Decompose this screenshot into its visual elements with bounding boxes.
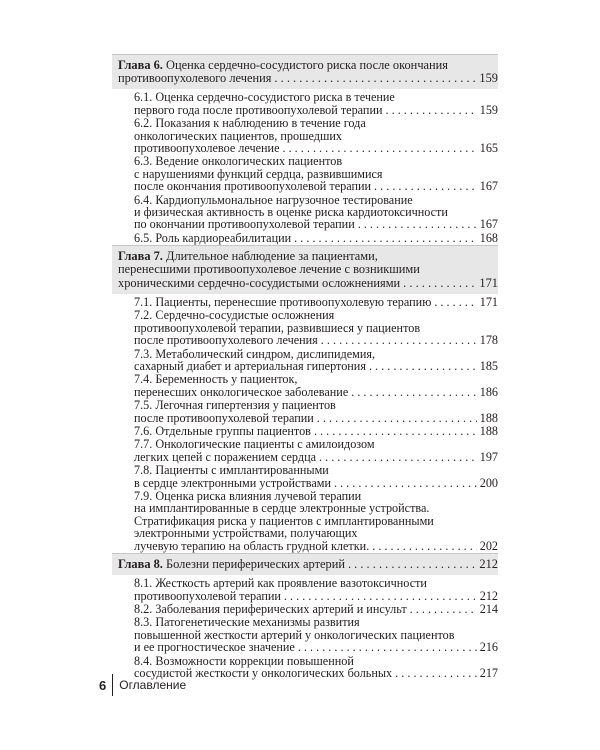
section-entry[interactable]: [134, 91, 498, 117]
toc-text: хроническими сердечно-сосудистыми осложнениями: [118, 275, 401, 290]
toc-text: перенесших онкологическое заболевание: [134, 384, 349, 399]
toc-line: [134, 590, 498, 602]
toc-line: [134, 667, 498, 679]
toc-text: 7.8. Пациенты с имплантированными: [134, 463, 329, 478]
dot-leader: [298, 641, 477, 653]
toc-line-text: [118, 262, 420, 276]
toc-line: [134, 232, 498, 244]
chapter-label: Глава 8.: [118, 557, 163, 572]
toc-text: после противоопухолевого лечения: [134, 333, 318, 348]
page-ref[interactable]: 185: [479, 358, 498, 373]
section-entry[interactable]: [134, 117, 498, 155]
page-ref[interactable]: 178: [479, 333, 498, 348]
toc-text: 8.4. Возможности коррекции повышенной: [134, 653, 354, 668]
chapter-label: Глава 7.: [118, 249, 163, 264]
dot-leader: [274, 72, 476, 85]
dot-leader: [403, 277, 476, 290]
section-entry[interactable]: [134, 309, 498, 347]
toc-line: [134, 334, 498, 346]
toc-line-text: [134, 142, 279, 154]
toc-text: Болезни периферических артерий: [166, 557, 345, 572]
dot-leader: [358, 218, 477, 230]
dot-leader: [434, 296, 476, 308]
page-ref[interactable]: 159: [479, 102, 498, 117]
toc-text: 8.1. Жесткость артерий как проявление вазотоксичности: [134, 576, 427, 591]
toc-text: и физическая активность в оценке риска кардиотоксичности: [134, 205, 448, 220]
toc-text: онкологических пациентов, прошедших: [134, 128, 342, 143]
toc-text: Оценка сердечно-сосудистого риска после окончания: [166, 58, 449, 72]
toc-line: [134, 180, 498, 192]
toc-line-text: [134, 232, 291, 244]
page-ref[interactable]: 167: [479, 217, 498, 232]
page-ref[interactable]: 188: [479, 423, 498, 438]
toc-text: повышенной жесткости артерий у онкологических пациентов: [134, 627, 455, 642]
section-entry[interactable]: [134, 232, 498, 245]
section-entry[interactable]: [134, 616, 498, 654]
toc-line: [134, 412, 498, 424]
chapter-heading[interactable]: [112, 245, 498, 294]
toc-text: перенесшими противоопухолевое лечение с возникшими: [118, 262, 420, 277]
section-entry[interactable]: [134, 438, 498, 464]
page-ref[interactable]: 197: [479, 449, 498, 464]
section-entry[interactable]: [134, 348, 498, 374]
dot-leader: [319, 451, 477, 463]
toc-text: 8.2. Заболевания периферических артерий и инсульт: [134, 602, 407, 617]
toc-line-text: [134, 104, 383, 116]
toc-line-text: [134, 451, 316, 463]
table-of-contents: [112, 54, 498, 680]
toc-text: лучевую терапию на область грудной клетки.: [134, 538, 370, 553]
chapter-label: Глава 6.: [118, 58, 163, 72]
toc-line-text: [134, 590, 281, 602]
toc-text: 6.3. Ведение онкологических пациентов: [134, 154, 343, 169]
toc-text: в сердце электронными устройствами: [134, 475, 331, 490]
toc-text: электронными устройствами, получающих: [134, 526, 358, 541]
toc-line: [134, 451, 498, 463]
page-ref[interactable]: 167: [479, 179, 498, 194]
dot-leader: [369, 360, 477, 372]
toc-line-text: [118, 72, 271, 85]
toc-line-text: [134, 386, 348, 398]
toc-line-text: [134, 477, 331, 489]
toc-line-text: [134, 412, 314, 424]
toc-text: 6.4. Кардиопульмональное нагрузочное тестирование: [134, 192, 413, 207]
dot-leader: [410, 603, 477, 615]
chapter-sections: [112, 91, 498, 245]
dot-leader: [372, 540, 476, 552]
toc-text: 6.2. Показания к наблюдению в течение года: [134, 116, 366, 131]
toc-text: противоопухолевого лечения: [118, 71, 272, 86]
toc-text: после окончания противоопухолевой терапии: [134, 179, 372, 194]
toc-line: [134, 142, 498, 154]
page-ref[interactable]: 186: [479, 384, 498, 399]
toc-line: [134, 296, 498, 308]
toc-line-text: [118, 249, 378, 263]
toc-text: противоопухолевое лечение: [134, 141, 280, 156]
toc-text: 7.2. Сердечно-сосудистые осложнения: [134, 308, 335, 323]
dot-leader: [314, 425, 477, 437]
toc-text: 7.5. Легочная гипертензия у пациентов: [134, 398, 336, 413]
toc-text: Стратификация риска у пациентов с имплантированными: [134, 513, 434, 528]
dot-leader: [284, 590, 477, 602]
toc-text: сосудистой жесткости у онкологических больных: [134, 666, 393, 681]
dot-leader: [317, 412, 477, 424]
page-ref[interactable]: 165: [479, 141, 498, 156]
toc-text: первого года после противоопухолевой терапии: [134, 102, 383, 117]
section-entry[interactable]: [134, 464, 498, 490]
toc-line: [134, 641, 498, 653]
toc-line-text: [134, 540, 369, 552]
section-entry[interactable]: [134, 655, 498, 681]
page-ref[interactable]: 159: [479, 71, 498, 86]
chapter-heading[interactable]: [112, 553, 498, 575]
dot-leader: [386, 104, 477, 116]
toc-text: и ее прогностическое значение: [134, 640, 295, 655]
page-ref[interactable]: 212: [479, 588, 498, 603]
toc-text: 6.5. Роль кардиореабилитации: [134, 230, 292, 245]
toc-text: с нарушениями функций сердца, развившимися: [134, 166, 383, 181]
section-entry[interactable]: [134, 490, 498, 553]
page-ref[interactable]: 200: [479, 475, 498, 490]
toc-text: на имплантированные в сердце электронные устройства.: [134, 501, 430, 516]
footer-divider: [112, 674, 113, 696]
page-ref[interactable]: 188: [479, 410, 498, 425]
toc-text: 7.4. Беременность у пациенток,: [134, 372, 298, 387]
toc-line-text: [134, 296, 431, 308]
section-entry[interactable]: [134, 296, 498, 309]
toc-text: после противоопухолевой терапии: [134, 410, 314, 425]
toc-line: [134, 386, 498, 398]
dot-leader: [351, 386, 476, 398]
toc-text: 7.1. Пациенты, перенесшие противоопухолевую терапию: [134, 294, 432, 309]
page-footer: [99, 674, 186, 696]
dot-leader: [348, 558, 476, 571]
dot-leader: [374, 180, 477, 192]
section-entry[interactable]: [134, 425, 498, 438]
page-ref[interactable]: 202: [479, 538, 498, 553]
section-entry[interactable]: [134, 577, 498, 603]
toc-line-text: [134, 360, 366, 372]
toc-text: 8.3. Патогенетические механизмы развития: [134, 615, 360, 630]
running-title: Оглавление: [119, 678, 187, 692]
toc-line-text: [134, 641, 295, 653]
toc-text: легких цепей с поражением сердца: [134, 449, 316, 464]
toc-text: противоопухолевой терапии, развившиеся у пациентов: [134, 320, 421, 335]
toc-line: [134, 218, 498, 230]
page-ref[interactable]: 171: [479, 294, 498, 309]
toc-line-text: [134, 425, 311, 437]
page-ref[interactable]: 217: [479, 666, 498, 681]
toc-line: [134, 540, 498, 552]
toc-line: [134, 104, 498, 116]
toc-text: Длительное наблюдение за пациентами,: [166, 249, 378, 264]
page-ref[interactable]: 171: [479, 275, 498, 290]
toc-line: [118, 72, 498, 85]
dot-leader: [321, 334, 477, 346]
page-ref[interactable]: 216: [479, 640, 498, 655]
toc-line-text: [118, 277, 400, 290]
toc-text: противоопухолевой терапии: [134, 588, 281, 603]
toc-text: 7.6. Отдельные группы пациентов: [134, 423, 311, 438]
chapter-heading[interactable]: [112, 54, 498, 89]
dot-leader: [282, 142, 476, 154]
toc-text: 7.3. Метаболический синдром, дислипидемия,: [134, 346, 375, 361]
section-entry[interactable]: [134, 373, 498, 399]
toc-text: 7.9. Оценка риска влияния лучевой терапии: [134, 488, 362, 503]
dot-leader: [395, 667, 477, 679]
toc-line-text: [118, 58, 448, 72]
page-ref[interactable]: 214: [479, 602, 498, 617]
chapter-sections: [112, 577, 498, 680]
toc-line: [134, 477, 498, 489]
toc-line: [118, 558, 498, 571]
toc-line: [134, 425, 498, 437]
dot-leader: [334, 477, 477, 489]
toc-text: по окончании противоопухолевой терапии: [134, 217, 355, 232]
toc-line: [134, 603, 498, 615]
toc-text: сахарный диабет и артериальная гипертония: [134, 358, 366, 373]
section-entry[interactable]: [134, 194, 498, 232]
toc-line-text: [134, 218, 355, 230]
section-entry[interactable]: [134, 155, 498, 193]
page-ref[interactable]: 212: [479, 557, 498, 572]
toc-text: 6.1. Оценка сердечно-сосудистого риска в течение: [134, 90, 395, 105]
page-ref[interactable]: 168: [479, 230, 498, 245]
section-entry[interactable]: [134, 603, 498, 616]
toc-line: [134, 360, 498, 372]
section-entry[interactable]: [134, 399, 498, 425]
toc-line-text: [134, 180, 371, 192]
toc-line-text: [118, 558, 345, 571]
toc-line-text: [134, 334, 318, 346]
dot-leader: [294, 232, 477, 244]
chapter-sections: [112, 296, 498, 553]
toc-text: 7.7. Онкологические пациенты с амилоидозом: [134, 437, 375, 452]
page-number: 6: [99, 677, 107, 693]
toc-line: [118, 277, 498, 290]
toc-line-text: [134, 603, 407, 615]
